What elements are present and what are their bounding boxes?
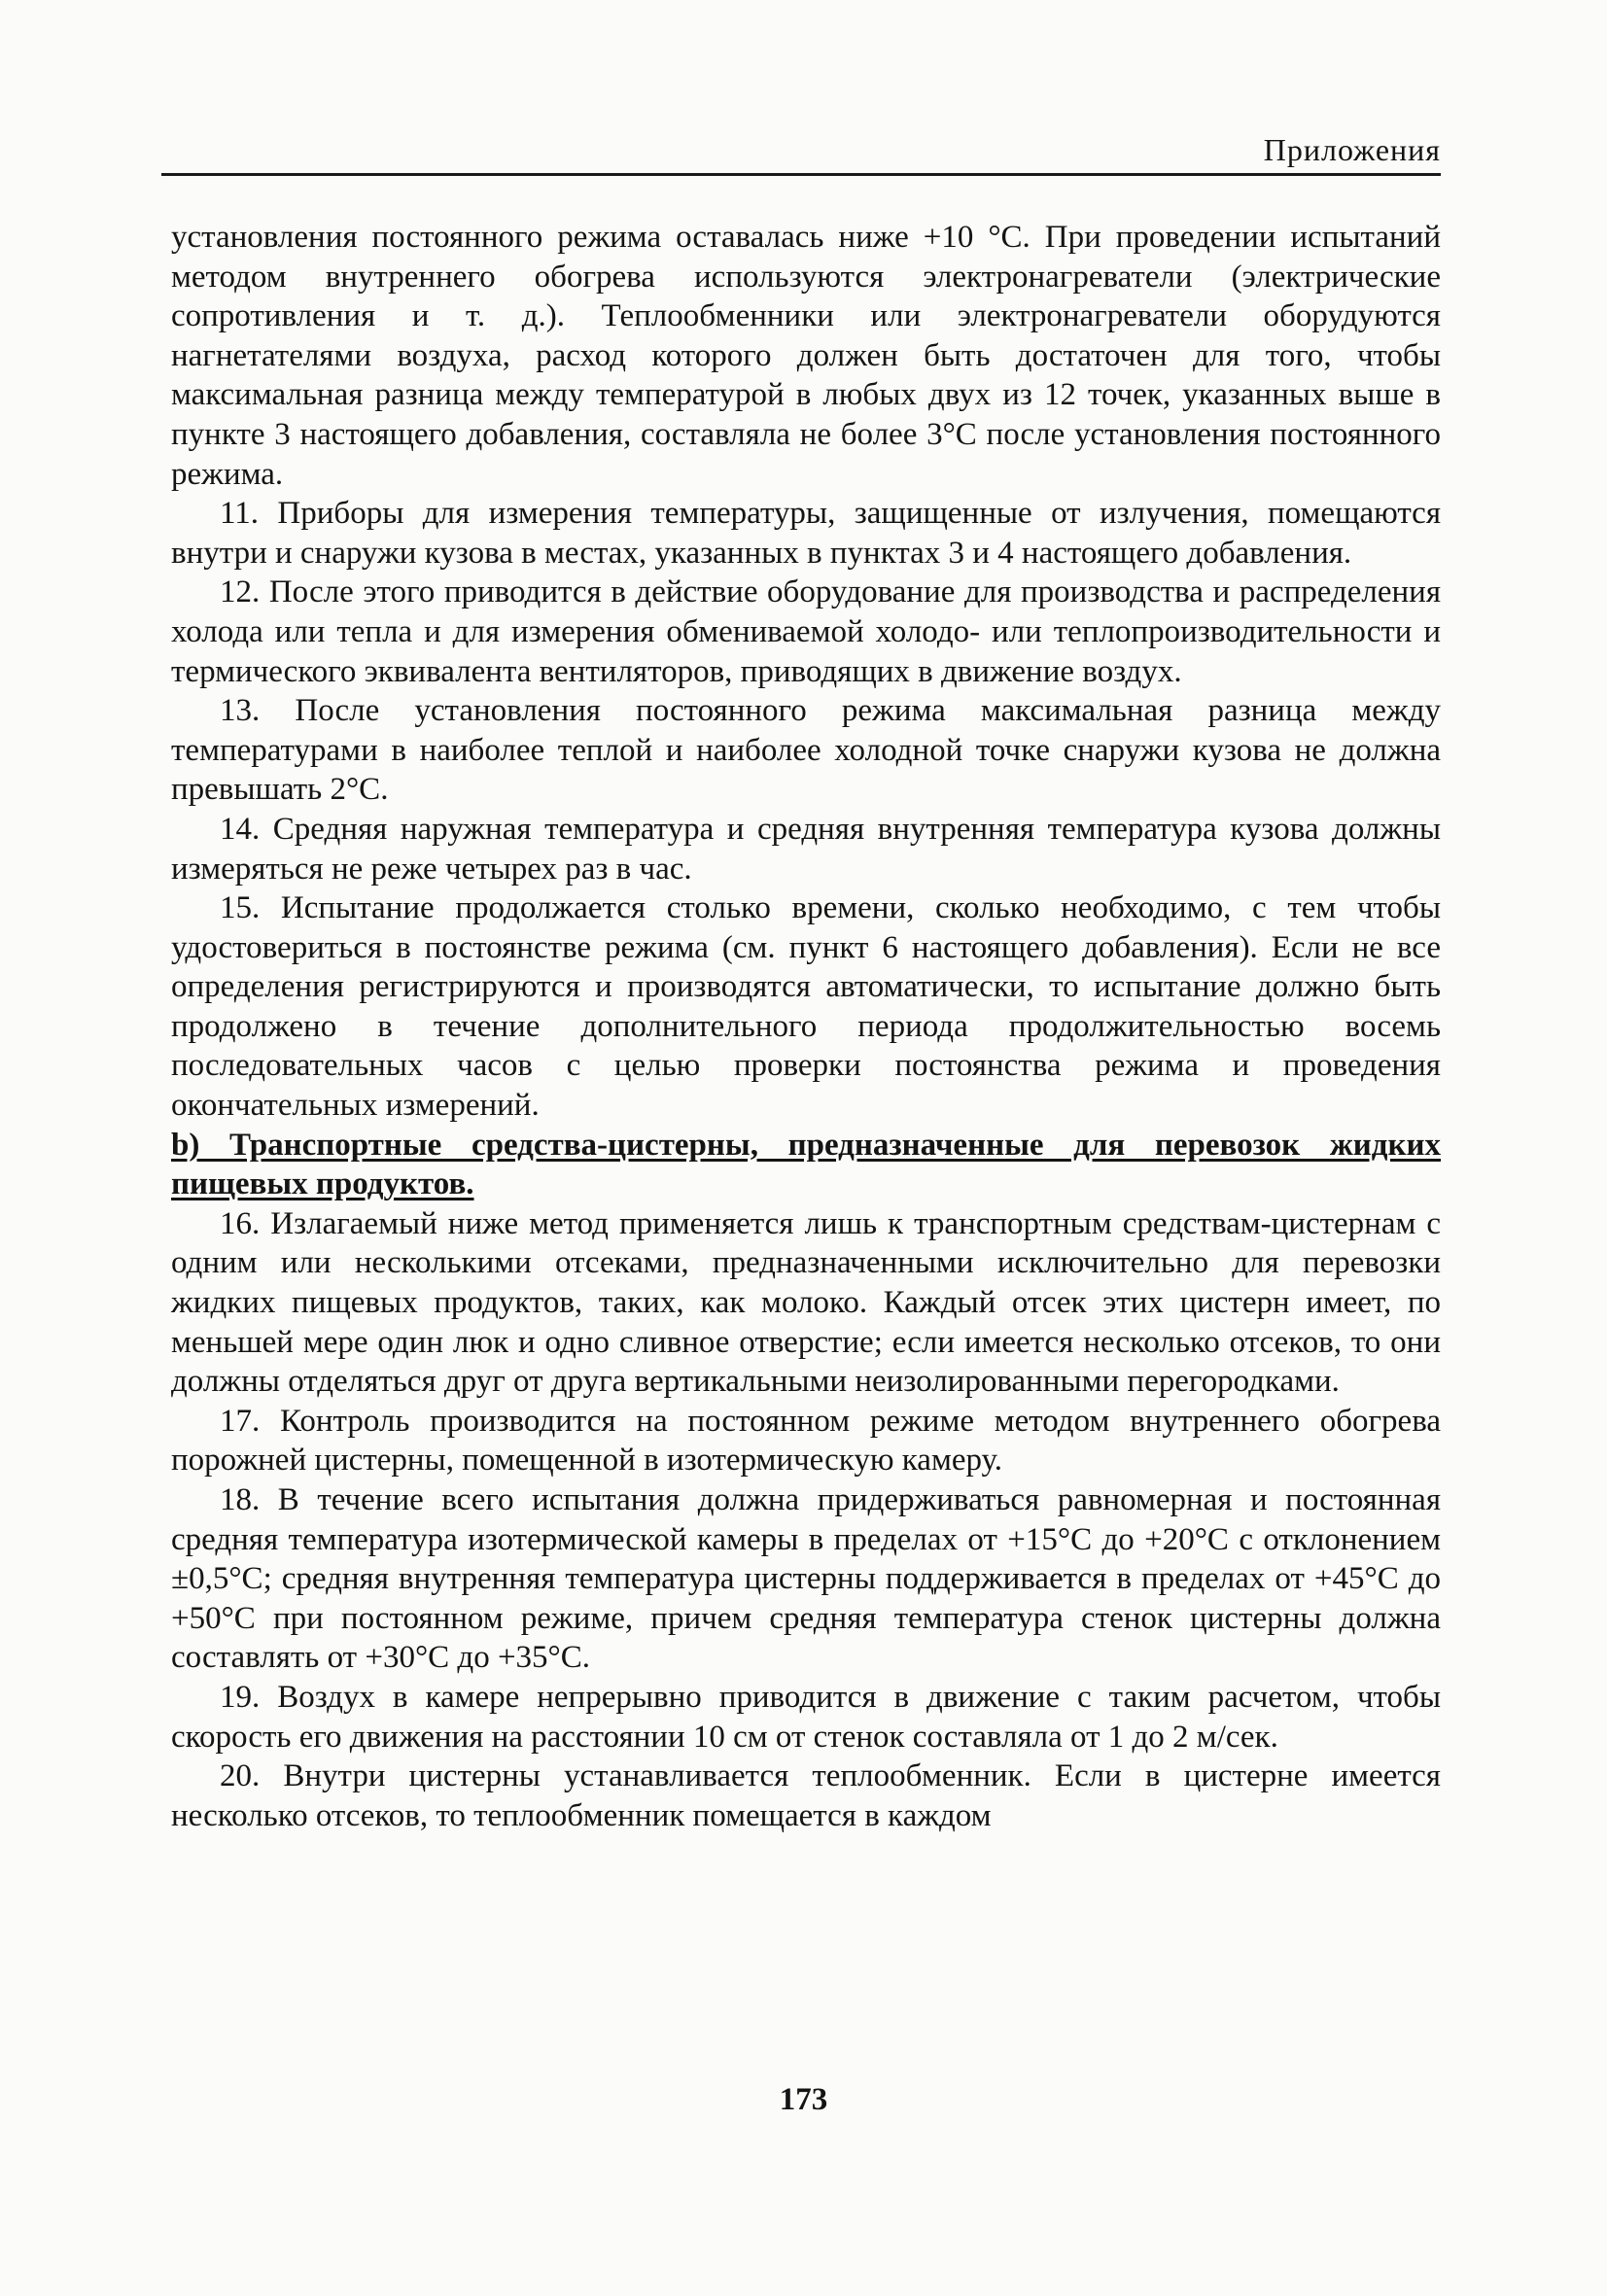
paragraph-16: 16. Излагаемый ниже метод применяется лишь к транспортным средствам-цистернам с одним или несколькими отсеками, предназначенными исключительно для перевозки жидких пищевых продуктов, таких, как молоко. Каждый отсек этих цистерн имеет, по меньшей мере один люк и одно сливное отверстие; если имеется несколько отсеков, то они должны отделяться друг от друга вертикальными неизолированными перегородками. <box>171 1205 1441 1400</box>
paragraph-17: 17. Контроль производится на постоянном режиме методом внутреннего обогрева порожней цистерны, помещенной в изотермическую камеру. <box>171 1403 1441 1478</box>
paragraph-11: 11. Приборы для измерения температуры, защищенные от излучения, помещаются внутри и снаружи кузова в местах, указанных в пунктах 3 и 4 настоящего добавления. <box>171 496 1441 571</box>
running-title: Приложения <box>1263 132 1441 167</box>
paragraph-20: 20. Внутри цистерны устанавливается теплообменник. Если в цистерне имеется несколько отсеков, то теплообменник помещается в каждом <box>171 1758 1441 1833</box>
paragraph-15: 15. Испытание продолжается столько времени, сколько необходимо, с тем чтобы удостовериться в постоянстве режима (см. пункт 6 настоящего добавления). Если не все определения регистрируются и производятся автоматически, то испытание должно быть продолжено в течение дополнительного периода продолжительностью восемь последовательных часов с целью проверки постоянства режима и проведения окончательных измерений. <box>171 890 1441 1124</box>
paragraph-19: 19. Воздух в камере непрерывно приводится в движение с таким расчетом, чтобы скорость его движения на расстоянии 10 см от стенок составляла от 1 до 2 м/сек. <box>171 1679 1441 1755</box>
paragraph-continuation: установления постоянного режима оставалась ниже +10 °С. При проведении испытаний методом внутреннего обогрева используются электронагреватели (электрические сопротивления и т. д.). Теплообменники или электронагреватели оборудуются нагнетателями воздуха, расход которого должен быть достаточен для того, чтобы максимальная разница между температурой в любых двух из 12 точек, указанных выше в пункте 3 настоящего добавления, составляла не более 3°С после установления постоянного режима. <box>171 220 1441 492</box>
paragraph-12: 12. После этого приводится в действие оборудование для производства и распределения холода или тепла и для измерения обмениваемой холодо- или теплопроизводительности и термического эквивалента вентиляторов, приводящих в движение воздух. <box>171 574 1441 689</box>
section-heading: b) Транспортные средства-цистерны, предназначенные для перевозок жидких пищевых продуктов. <box>171 1127 1441 1202</box>
paragraph-14: 14. Средняя наружная температура и средняя внутренняя температура кузова должны измеряться не реже четырех раз в час. <box>171 811 1441 887</box>
running-header <box>161 124 1441 176</box>
page-number: 173 <box>779 2082 828 2117</box>
paragraph-18: 18. В течение всего испытания должна придерживаться равномерная и постоянная средняя температура изотермической камеры в пределах от +15°С до +20°С с отклонением ±0,5°С; средняя внутренняя температура цистерны поддерживается в пределах от +45°С до +50°С при постоянном режиме, причем средняя температура стенок цистерны должна составлять от +30°С до +35°С. <box>171 1482 1441 1676</box>
paragraph-13: 13. После установления постоянного режима максимальная разница между температурами в наиболее теплой и наиболее холодной точке снаружи кузова не должна превышать 2°С. <box>171 693 1441 808</box>
body-text <box>171 218 1441 1835</box>
